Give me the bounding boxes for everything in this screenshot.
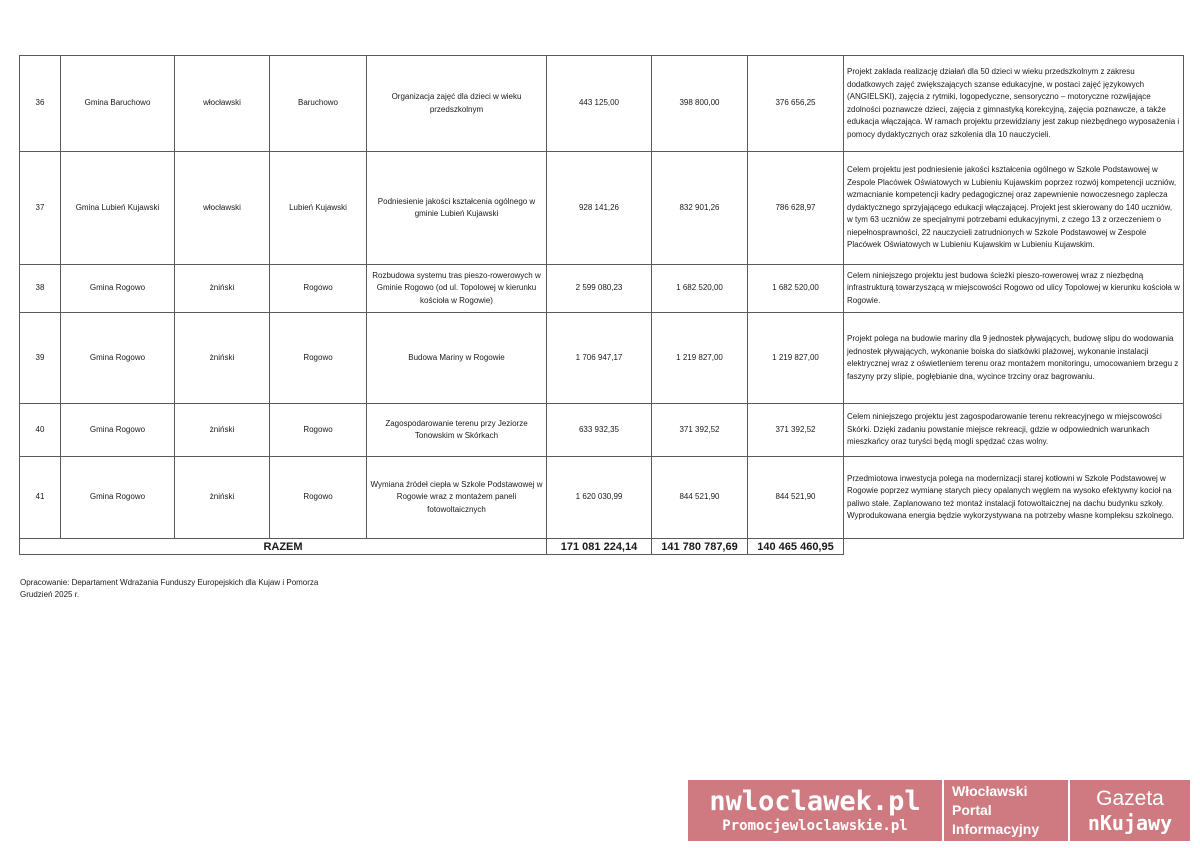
footer-prepared-by: Opracowanie: Departament Wdrażania Funduszy Europejskich dla Kujaw i Pomorza: [20, 578, 319, 587]
description-cell: Projekt polega na budowie mariny dla 9 jednostek pływających, budowę slipu do wodowania jednostek pływających, wykonanie boiska do siatkówki plażowej, wykonanie instalacji elektrycznej wraz z oświetleniem terenu oraz montażem monitoringu, umocowaniem brzegu z faszyny przy slipie, pogłębianie dna, wycince trzciny oraz bagrowaniu.: [844, 313, 1184, 404]
beneficiary-cell: Gmina Lubień Kujawski: [61, 152, 175, 265]
totals-funding-value: 140 465 460,95: [748, 539, 844, 555]
commune-cell: Baruchowo: [270, 56, 367, 152]
county-cell: żniński: [175, 313, 270, 404]
county-cell: włocławski: [175, 56, 270, 152]
watermark-kujawy: nKujawy: [1087, 810, 1173, 835]
watermark-portal-line2: Portal: [952, 802, 992, 818]
beneficiary-cell: Gmina Rogowo: [61, 313, 175, 404]
county-cell: żniński: [175, 404, 270, 457]
footer: [20, 577, 318, 601]
row-number: 41: [20, 457, 61, 539]
funding-value-cell: 1 682 520,00: [748, 265, 844, 313]
watermark-site-block: [688, 780, 942, 841]
total-value-cell: 928 141,26: [547, 152, 652, 265]
table-row: [20, 457, 1184, 539]
funding-value-cell: 1 219 827,00: [748, 313, 844, 404]
watermark-portal-block: [942, 780, 1068, 841]
beneficiary-cell: Gmina Rogowo: [61, 404, 175, 457]
total-value-cell: 443 125,00: [547, 56, 652, 152]
watermark-banner: [688, 780, 1193, 841]
total-value-cell: 633 932,35: [547, 404, 652, 457]
eligible-value-cell: 1 219 827,00: [652, 313, 748, 404]
project-title-cell: Zagospodarowanie terenu przy Jeziorze Tonowskim w Skórkach: [367, 404, 547, 457]
description-cell: Celem niniejszego projektu jest budowa ścieżki pieszo-rowerowej wraz z niezbędną infrastrukturą towarzyszącą w miejscowości Rogowo od ulicy Topolowej w kierunku kościoła w Rogowie.: [844, 265, 1184, 313]
project-title-cell: Budowa Mariny w Rogowie: [367, 313, 547, 404]
totals-total-value: 171 081 224,14: [547, 539, 652, 555]
watermark-site2: Promocjewloclawskie.pl: [722, 817, 908, 834]
funding-value-cell: 371 392,52: [748, 404, 844, 457]
project-title-cell: Podniesienie jakości kształcenia ogólnego w gminie Lubień Kujawski: [367, 152, 547, 265]
totals-eligible-value: 141 780 787,69: [652, 539, 748, 555]
funding-value-cell: 786 628,97: [748, 152, 844, 265]
totals-row: [20, 539, 1184, 555]
commune-cell: Rogowo: [270, 313, 367, 404]
eligible-value-cell: 398 800,00: [652, 56, 748, 152]
table-row: [20, 313, 1184, 404]
beneficiary-cell: Gmina Rogowo: [61, 265, 175, 313]
totals-blank-cell: [844, 539, 1184, 555]
commune-cell: Rogowo: [270, 457, 367, 539]
funding-value-cell: 844 521,90: [748, 457, 844, 539]
row-number: 37: [20, 152, 61, 265]
row-number: 39: [20, 313, 61, 404]
project-title-cell: Wymiana źródeł ciepła w Szkole Podstawowej w Rogowie wraz z montażem paneli fotowoltaicznych: [367, 457, 547, 539]
project-title-cell: Rozbudowa systemu tras pieszo-rowerowych w Gminie Rogowo (od ul. Topolowej w kierunku kościoła w Rogowie): [367, 265, 547, 313]
row-number: 38: [20, 265, 61, 313]
description-cell: Projekt zakłada realizację działań dla 50 dzieci w wieku przedszkolnym z zakresu dodatkowych zajęć zwiększających szanse edukacyjne, w postaci zajęć językowych (ANGIELSKI), zajęcia z rytmiki, logopedyczne, sensoryczno – motoryczne rozwijające zdolności poznawcze dzieci, zajęcia z gimnastyką korekcyjną, zajęcia poznawcze, a także edukacja włączająca. W ramach projektu przewidziany jest zakup niezbędnego wyposażenia i pomocy dydaktycznych oraz szkolenia dla 10 nauczycieli.: [844, 56, 1184, 152]
county-cell: żniński: [175, 457, 270, 539]
description-cell: Celem projektu jest podniesienie jakości kształcenia ogólnego w Szkole Podstawowej w Zespole Placówek Oświatowych w Lubieniu Kujawskim poprzez rozwój kompetencji uczniów, wzmacnianie kompetencji kadry pedagogicznej oraz zapewnienie nowoczesnego zaplecza dydaktycznego sprzyjającego edukacji włączającej. Projekt jest skierowany do 140 uczniów, w tym 63 uczniów ze specjalnymi potrzebami edukacyjnymi, z czego 13 z orzeczeniem o niepełnosprawności, 22 nauczycieli zatrudnionych w Szkole Podstawowej w Zespole Placówek Oświatowych w Lubieniu Kujawskim w Lubieniu Kujawskim.: [844, 152, 1184, 265]
row-number: 36: [20, 56, 61, 152]
watermark-gazeta: Gazeta: [1096, 786, 1164, 810]
table-row: [20, 404, 1184, 457]
watermark-site: nwloclawek.pl: [709, 785, 921, 817]
project-title-cell: Organizacja zajęć dla dzieci w wieku przedszkolnym: [367, 56, 547, 152]
table-row: [20, 265, 1184, 313]
description-cell: Przedmiotowa inwestycja polega na modernizacji starej kotłowni w Szkole Podstawowej w Rogowie poprzez wymianę starych piecy opalanych węglem na wysoko efektywny kocioł na paliwo stałe. Zaplanowano też montaż instalacji fotowoltaicznej na dachu budynku szkoły. Wyprodukowana energia będzie wykorzystywana na potrzeby własne kompleksu szkolnego.: [844, 457, 1184, 539]
footer-date: Grudzień 2025 r.: [20, 590, 80, 599]
eligible-value-cell: 844 521,90: [652, 457, 748, 539]
watermark-gazeta-block: [1068, 780, 1190, 841]
commune-cell: Rogowo: [270, 265, 367, 313]
table-row: [20, 152, 1184, 265]
projects-table: [19, 55, 1184, 555]
watermark-portal-line1: Włocławski: [952, 783, 1028, 799]
eligible-value-cell: 832 901,26: [652, 152, 748, 265]
description-cell: Celem niniejszego projektu jest zagospodarowanie terenu rekreacyjnego w miejscowości Skórki. Dzięki zadaniu powstanie miejsce rekreacji, gdzie w odpowiednich warunkach mieszkańcy oraz turyści będą mogli spędzać czas wolny.: [844, 404, 1184, 457]
beneficiary-cell: Gmina Baruchowo: [61, 56, 175, 152]
eligible-value-cell: 1 682 520,00: [652, 265, 748, 313]
county-cell: włocławski: [175, 152, 270, 265]
eligible-value-cell: 371 392,52: [652, 404, 748, 457]
total-value-cell: 2 599 080,23: [547, 265, 652, 313]
commune-cell: Lubień Kujawski: [270, 152, 367, 265]
watermark-portal-line3: Informacyjny: [952, 821, 1040, 837]
table-row: [20, 56, 1184, 152]
totals-label: RAZEM: [20, 539, 547, 555]
commune-cell: Rogowo: [270, 404, 367, 457]
row-number: 40: [20, 404, 61, 457]
total-value-cell: 1 620 030,99: [547, 457, 652, 539]
beneficiary-cell: Gmina Rogowo: [61, 457, 175, 539]
county-cell: żniński: [175, 265, 270, 313]
total-value-cell: 1 706 947,17: [547, 313, 652, 404]
funding-value-cell: 376 656,25: [748, 56, 844, 152]
